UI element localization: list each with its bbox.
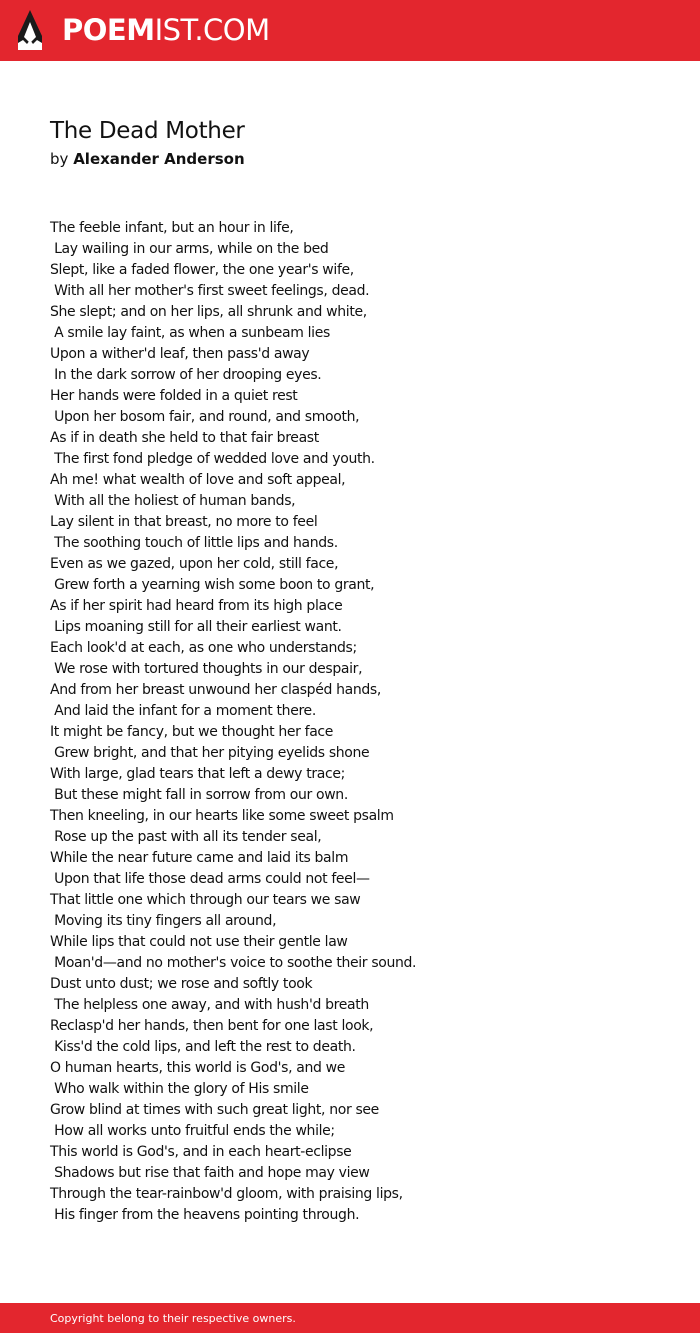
author-name: Alexander Anderson — [73, 150, 245, 168]
poem-line: Rose up the past with all its tender seal, — [50, 829, 322, 845]
poem-line: With large, glad tears that left a dewy trace; — [50, 766, 345, 782]
poem-line: Slept, like a faded flower, the one year's wife, — [50, 262, 354, 278]
byline — [50, 149, 245, 169]
poem-line: Her hands were folded in a quiet rest — [50, 388, 298, 404]
poem-line: The feeble infant, but an hour in life, — [50, 220, 294, 236]
poem-line: As if in death she held to that fair breast — [50, 430, 319, 446]
site-logo-text — [62, 13, 270, 47]
copyright-text: Copyright belong to their respective owners. — [50, 1312, 296, 1325]
poem-line: With all the holiest of human bands, — [50, 493, 296, 509]
poem-line: That little one which through our tears we saw — [50, 892, 361, 908]
header-bar — [0, 0, 700, 61]
poem-line: With all her mother's first sweet feelings, dead. — [50, 283, 370, 299]
poem-line: Upon that life those dead arms could not feel— — [50, 871, 370, 887]
poem-line: Upon a wither'd leaf, then pass'd away — [50, 346, 310, 362]
poem-line: The first fond pledge of wedded love and youth. — [50, 451, 375, 467]
poem-title: The Dead Mother — [50, 118, 245, 144]
poem-line: How all works unto fruitful ends the while; — [50, 1123, 335, 1139]
poem-line: But these might fall in sorrow from our own. — [50, 787, 348, 803]
poem-line: While lips that could not use their gentle law — [50, 934, 348, 950]
poem-line: As if her spirit had heard from its high place — [50, 598, 343, 614]
poem-line: We rose with tortured thoughts in our despair, — [50, 661, 363, 677]
poem-line: Moan'd—and no mother's voice to soothe their sound. — [50, 955, 417, 971]
poem-line: A smile lay faint, as when a sunbeam lies — [50, 325, 330, 341]
poem-line: Grew bright, and that her pitying eyelids shone — [50, 745, 370, 761]
poem-line: Each look'd at each, as one who understands; — [50, 640, 357, 656]
poem-line: This world is God's, and in each heart-eclipse — [50, 1144, 352, 1160]
footer-bar — [0, 1303, 700, 1333]
poem-line: While the near future came and laid its balm — [50, 850, 349, 866]
poem-line: In the dark sorrow of her drooping eyes. — [50, 367, 322, 383]
by-label: by — [50, 150, 69, 168]
poem-line: Upon her bosom fair, and round, and smooth, — [50, 409, 360, 425]
poem-line: Shadows but rise that faith and hope may view — [50, 1165, 370, 1181]
logo-light: IST.COM — [154, 13, 270, 47]
poem-line: And laid the infant for a moment there. — [50, 703, 316, 719]
poem-line: She slept; and on her lips, all shrunk and white, — [50, 304, 367, 320]
poem-line: O human hearts, this world is God's, and we — [50, 1060, 346, 1076]
poem-line: Kiss'd the cold lips, and left the rest to death. — [50, 1039, 356, 1055]
poem-line: His finger from the heavens pointing through. — [50, 1207, 360, 1223]
poem-line: Even as we gazed, upon her cold, still face, — [50, 556, 339, 572]
poem-line: Moving its tiny fingers all around, — [50, 913, 277, 929]
poem-line: It might be fancy, but we thought her face — [50, 724, 334, 740]
pen-nib-icon — [17, 9, 43, 51]
poem-line: Who walk within the glory of His smile — [50, 1081, 309, 1097]
poem-line: Lay silent in that breast, no more to feel — [50, 514, 318, 530]
poem-line: Grew forth a yearning wish some boon to grant, — [50, 577, 375, 593]
logo-bold: POEM — [62, 13, 155, 47]
poem-line: Then kneeling, in our hearts like some sweet psalm — [50, 808, 394, 824]
poem-line: Through the tear-rainbow'd gloom, with praising lips, — [50, 1186, 403, 1202]
poem-line: Reclasp'd her hands, then bent for one last look, — [50, 1018, 374, 1034]
poem-line: Dust unto dust; we rose and softly took — [50, 976, 313, 992]
poem-line: Lay wailing in our arms, while on the bed — [50, 241, 329, 257]
poem-line: Grow blind at times with such great light, nor see — [50, 1102, 379, 1118]
poem-line: And from her breast unwound her claspéd hands, — [50, 682, 381, 698]
poem-line: Ah me! what wealth of love and soft appeal, — [50, 472, 346, 488]
poem-line: The helpless one away, and with hush'd breath — [50, 997, 369, 1013]
poem-body — [50, 218, 670, 1226]
poem-line: Lips moaning still for all their earliest want. — [50, 619, 342, 635]
poem-line: The soothing touch of little lips and hands. — [50, 535, 338, 551]
